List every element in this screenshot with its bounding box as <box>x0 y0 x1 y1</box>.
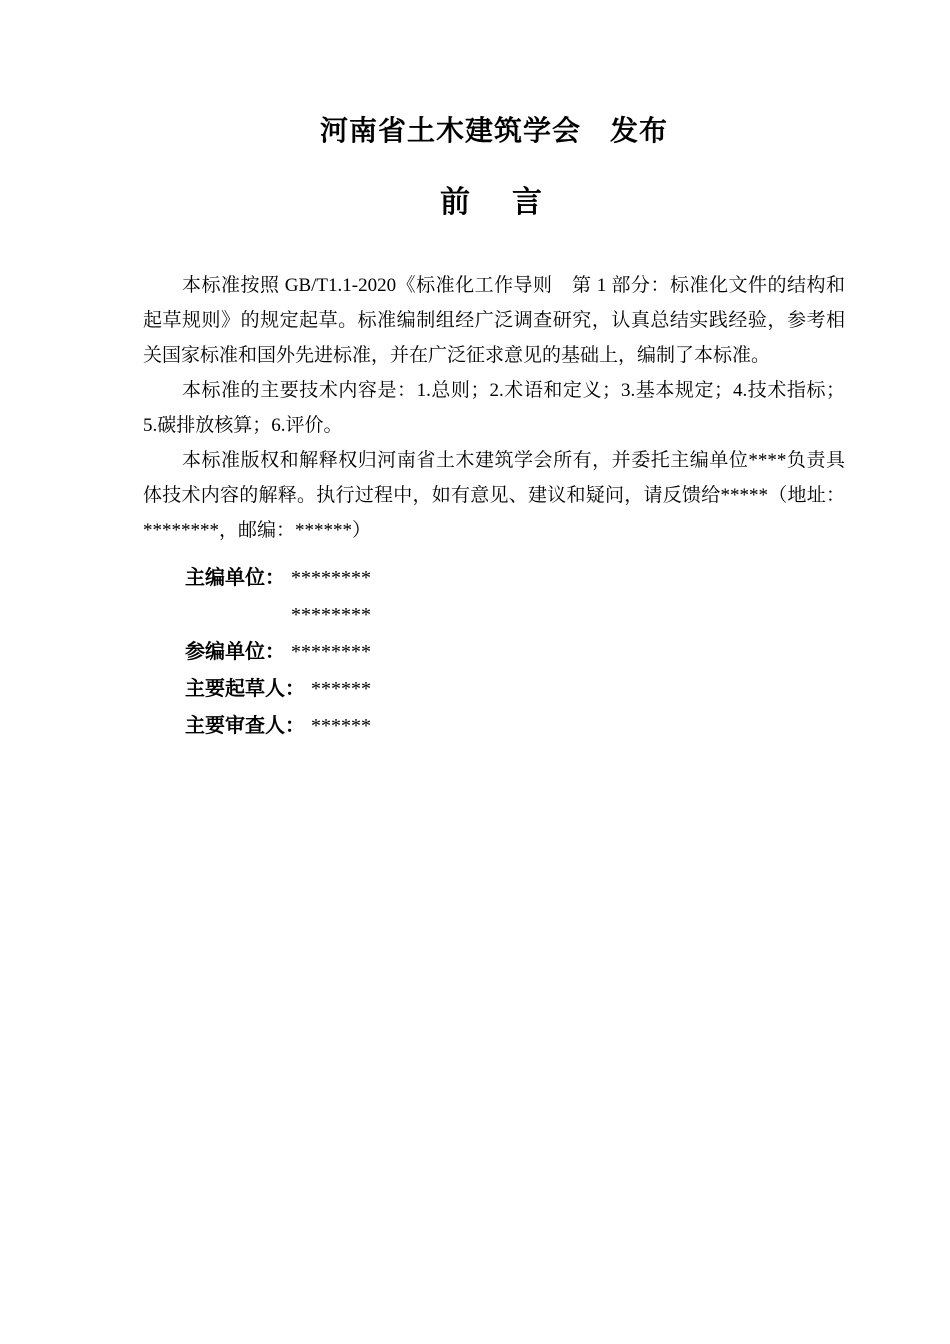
text-line: 体技术内容的解释。执行过程中，如有意见、建议和疑问，请反馈给*****（地址： <box>143 485 845 506</box>
text-line: 本标准按照 GB/T1.1-2020《标准化工作导则 第 1 部分：标准化文件的结构和 <box>182 275 845 296</box>
text-line: 5.碳排放核算；6.评价。 <box>143 415 343 436</box>
credit-row-reviewers <box>185 708 950 745</box>
credit-row-co-editor <box>185 634 950 671</box>
credit-label: 主编单位： <box>185 567 285 589</box>
paragraph-2 <box>143 373 845 443</box>
foreword-title: 前 言 <box>440 186 548 219</box>
paragraph-3 <box>143 443 845 548</box>
text-line: 本标准版权和解释权归河南省土木建筑学会所有，并委托主编单位****负责具 <box>182 450 845 471</box>
credit-value: ******** <box>291 567 371 589</box>
credit-row-chief-editor <box>185 560 950 597</box>
text-line: 起草规则》的规定起草。标准编制组经广泛调查研究，认真总结实践经验，参考相 <box>143 310 845 331</box>
credit-value: ******** <box>291 604 371 626</box>
foreword-body <box>143 268 845 548</box>
credit-label: 主要起草人： <box>185 678 305 700</box>
credit-value: ****** <box>311 715 371 737</box>
paragraph-1 <box>143 268 845 373</box>
credits-list <box>185 560 950 745</box>
publisher-heading: 河南省土木建筑学会 发布 <box>319 115 668 146</box>
text-line: 本标准的主要技术内容是：1.总则；2.术语和定义；3.基本规定；4.技术指标； <box>182 380 845 401</box>
credit-row-drafters <box>185 671 950 708</box>
credit-row-chief-editor-continued <box>185 597 950 634</box>
credit-value: ****** <box>311 678 371 700</box>
text-line: ********，邮编：******） <box>143 520 372 541</box>
credit-label: 主要审查人： <box>185 715 305 737</box>
credit-label: 参编单位： <box>185 641 285 663</box>
text-line: 关国家标准和国外先进标准，并在广泛征求意见的基础上，编制了本标准。 <box>143 345 771 366</box>
credit-value: ******** <box>291 641 371 663</box>
